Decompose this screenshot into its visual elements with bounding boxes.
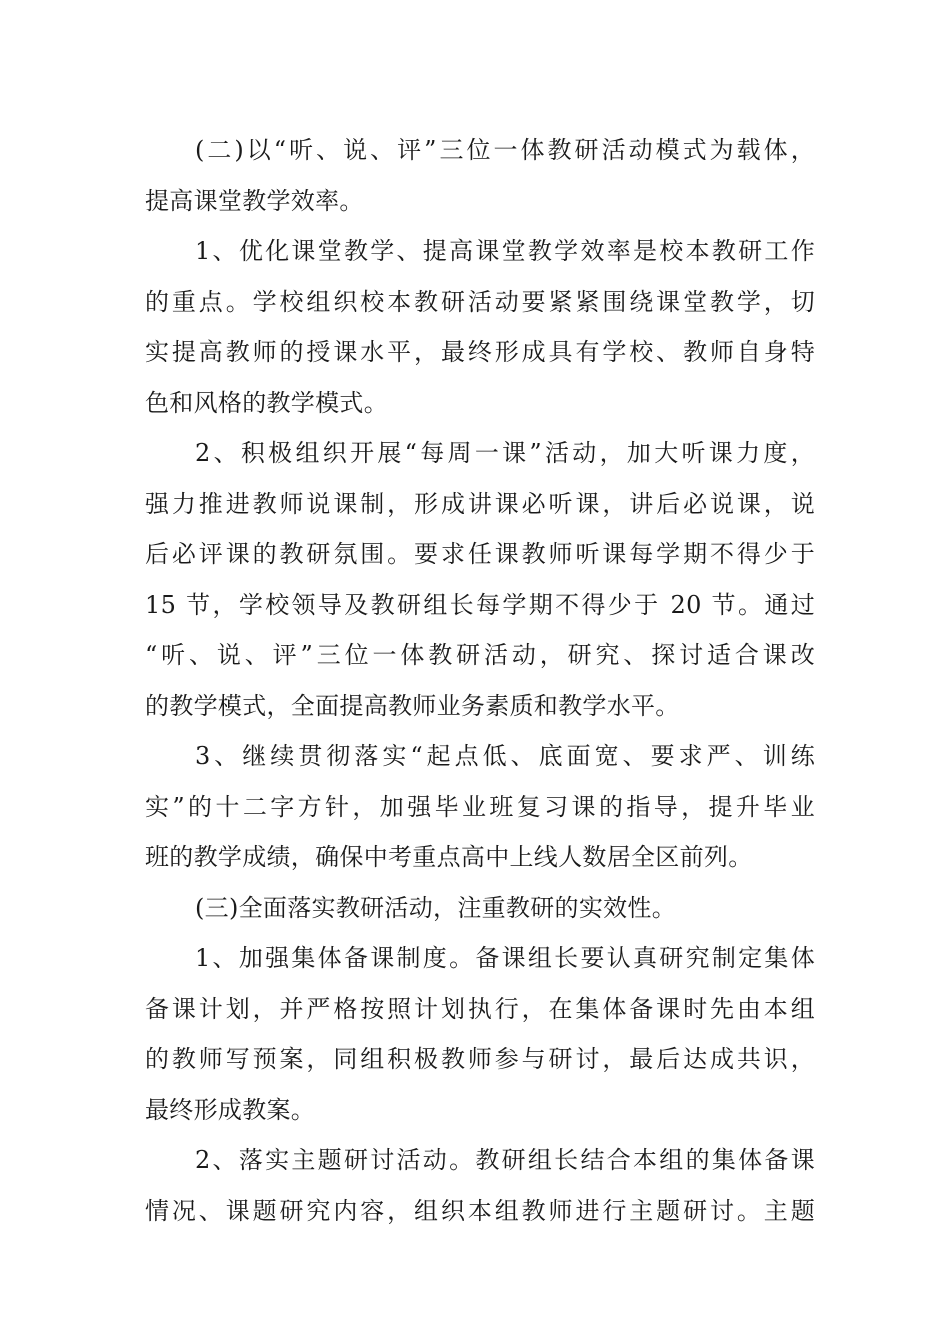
text-line: 后必评课的教研氛围。要求任课教师听课每学期不得少于: [145, 540, 815, 568]
text-line: 的教学模式，全面提高教师业务素质和教学水平。: [145, 691, 680, 720]
text-line: (二)以“听、说、评”三位一体教研活动模式为载体，: [195, 136, 815, 164]
document-body: [145, 125, 815, 1236]
text-line: 的教师写预案，同组积极教师参与研讨，最后达成共识，: [145, 1045, 815, 1073]
text-line: 3、继续贯彻落实“起点低、底面宽、要求严、训练: [195, 742, 815, 770]
text-line: 强力推进教师说课制，形成讲课必听课，讲后必说课，说: [145, 489, 815, 518]
text-line: 最终形成教案。: [145, 1095, 316, 1124]
text-line: 2、积极组织开展“每周一课”活动，加大听课力度，: [195, 439, 815, 467]
text-line: 15 节，学校领导及教研组长每学期不得少于 20 节。通过: [145, 590, 815, 619]
text-line: 情况、课题研究内容，组织本组教师进行主题研讨。主题: [145, 1196, 815, 1225]
text-line: 1、加强集体备课制度。备课组长要认真研究制定集体: [195, 944, 815, 972]
text-line: 备课计划，并严格按照计划执行，在集体备课时先由本组: [145, 994, 815, 1023]
text-line: 实”的十二字方针，加强毕业班复习课的指导，提升毕业: [145, 792, 815, 821]
text-line: 的重点。学校组织校本教研活动要紧紧围绕课堂教学，切: [145, 287, 815, 316]
text-line: 色和风格的教学模式。: [145, 388, 388, 417]
text-line: 2、落实主题研讨活动。教研组长结合本组的集体备课: [195, 1146, 815, 1174]
text-line: 提高课堂教学效率。: [145, 186, 364, 215]
text-line: 班的教学成绩，确保中考重点高中上线人数居全区前列。: [145, 843, 753, 871]
text-line: (三)全面落实教研活动，注重教研的实效性。: [195, 893, 677, 922]
text-line: 实提高教师的授课水平，最终形成具有学校、教师自身特: [145, 338, 815, 366]
text-line: “听、说、评”三位一体教研活动，研究、探讨适合课改: [145, 641, 815, 669]
text-line: 1、优化课堂教学、提高课堂教学效率是校本教研工作: [195, 237, 815, 265]
